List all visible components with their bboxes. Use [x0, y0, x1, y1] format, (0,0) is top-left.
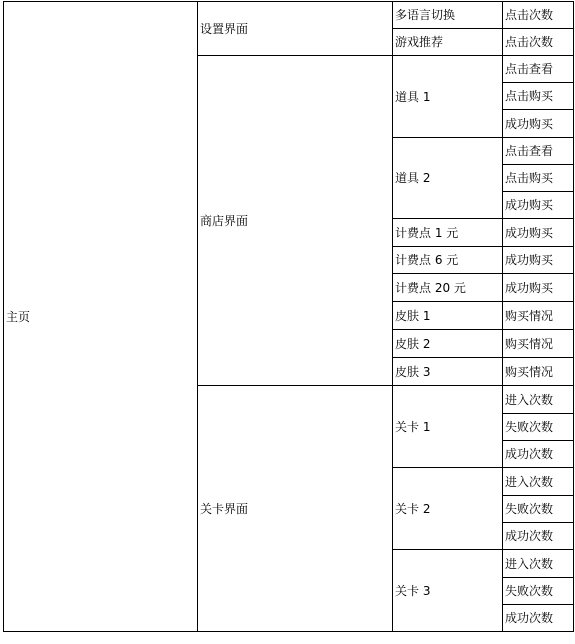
- metric-cell: 点击购买: [503, 83, 574, 110]
- item-cell: 皮肤 3: [393, 358, 503, 386]
- table-row: [4, 2, 574, 29]
- metric-cell: 购买情况: [503, 330, 574, 358]
- metric-cell: 成功次数: [503, 523, 574, 550]
- item-cell: 游戏推荐: [393, 29, 503, 56]
- metric-cell: 成功购买: [503, 247, 574, 274]
- event-tracking-table: [3, 1, 574, 632]
- screen-cell-settings: 设置界面: [198, 2, 393, 56]
- metric-cell: 购买情况: [503, 302, 574, 330]
- item-cell: 道具 1: [393, 56, 503, 138]
- screen-cell-levels: 关卡界面: [198, 386, 393, 632]
- metric-cell: 进入次数: [503, 386, 574, 414]
- metric-cell: 点击查看: [503, 56, 574, 83]
- item-cell: 皮肤 1: [393, 302, 503, 330]
- item-cell: 计费点 20 元: [393, 274, 503, 302]
- item-cell: 皮肤 2: [393, 330, 503, 358]
- metric-cell: 失败次数: [503, 578, 574, 605]
- item-cell: 关卡 3: [393, 550, 503, 632]
- metric-cell: 进入次数: [503, 468, 574, 496]
- item-cell: 计费点 6 元: [393, 247, 503, 274]
- metric-cell: 点击查看: [503, 138, 574, 165]
- root-cell: 主页: [4, 2, 198, 632]
- item-cell: 关卡 1: [393, 386, 503, 468]
- metric-cell: 失败次数: [503, 414, 574, 441]
- metric-cell: 点击购买: [503, 165, 574, 192]
- item-cell: 计费点 1 元: [393, 219, 503, 247]
- metric-cell: 点击次数: [503, 29, 574, 56]
- metric-cell: 成功购买: [503, 274, 574, 302]
- screen-cell-shop: 商店界面: [198, 56, 393, 386]
- metric-cell: 进入次数: [503, 550, 574, 578]
- metric-cell: 失败次数: [503, 496, 574, 523]
- metric-cell: 成功购买: [503, 110, 574, 138]
- item-cell: 道具 2: [393, 138, 503, 219]
- metric-cell: 购买情况: [503, 358, 574, 386]
- metric-cell: 成功购买: [503, 192, 574, 219]
- metric-cell: 成功购买: [503, 219, 574, 247]
- item-cell: 关卡 2: [393, 468, 503, 550]
- metric-cell: 成功次数: [503, 441, 574, 468]
- metric-cell: 点击次数: [503, 2, 574, 29]
- item-cell: 多语言切换: [393, 2, 503, 29]
- metric-cell: 成功次数: [503, 605, 574, 632]
